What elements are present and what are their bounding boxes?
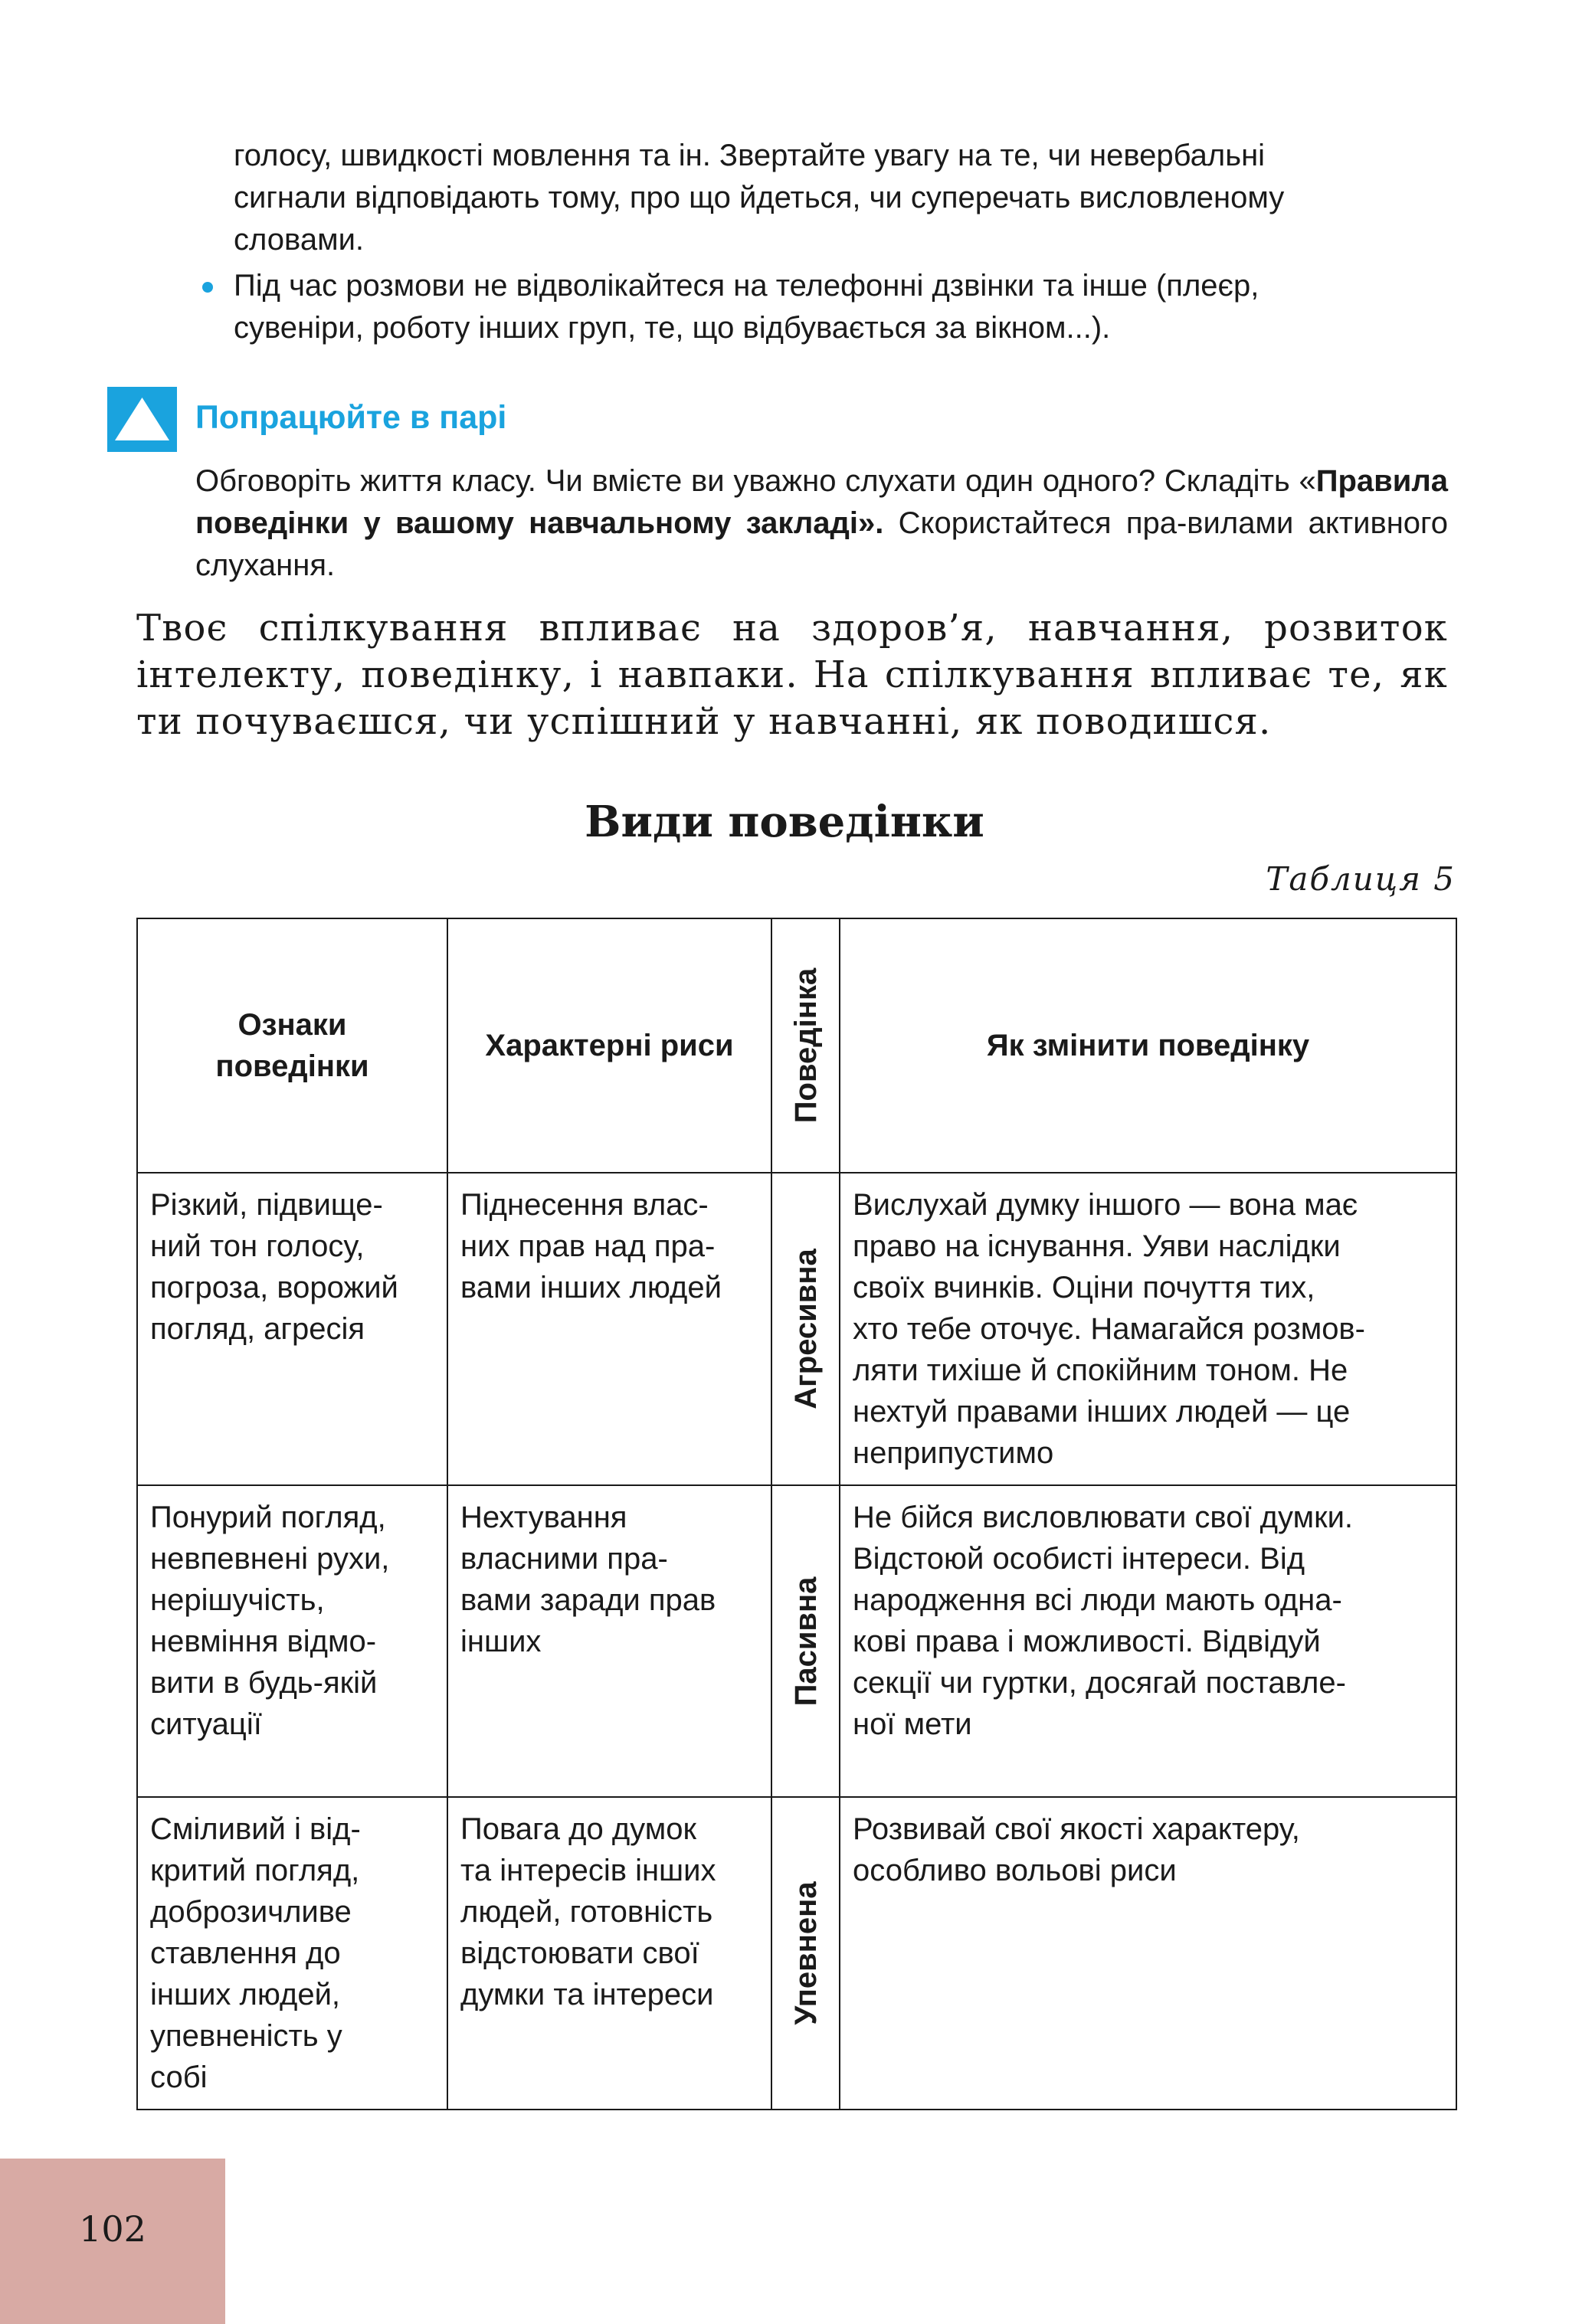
row-behavior-cell bbox=[771, 1797, 840, 2110]
behavior-table bbox=[136, 918, 1457, 2110]
header-change-label: Як змінити поведінку bbox=[986, 1029, 1310, 1062]
table-row bbox=[137, 1485, 1456, 1797]
row-traits-cell bbox=[447, 1797, 771, 2110]
pair-work-text bbox=[195, 460, 1448, 587]
header-traits-label: Характерні риси bbox=[485, 1029, 734, 1062]
pair-work-heading: Попрацюйте в парі bbox=[195, 399, 507, 436]
pair-work-text-bold: Правила поведінки у вашому навчальному закладі». bbox=[195, 464, 1448, 540]
row-signs-cell bbox=[137, 1485, 447, 1797]
row-behavior-label: Пасивна bbox=[788, 1576, 823, 1706]
continuation-paragraph: голосу, швидкості мовлення та ін. Звертайте увагу на те, чи невербальні сигнали відповідають тому, про що йдеться, чи суперечать висловленому словами. bbox=[234, 139, 1285, 257]
row-change-text: Розвивай свої якості характеру, особливо вольові риси bbox=[853, 1812, 1300, 1887]
row-signs-cell bbox=[137, 1173, 447, 1485]
row-change-text: Не бійся висловлювати свої думки. Відстоюй особисті інтереси. Від народження всі люди мають одна- кові права і можливості. Відвідуй секції чи гуртки, досягай поставле- ної мети bbox=[853, 1501, 1354, 1741]
row-traits-text: Повага до думок та інтересів інших людей, готовність відстоювати свої думки та інтереси bbox=[460, 1812, 716, 2011]
row-behavior-cell bbox=[771, 1173, 840, 1485]
table-row bbox=[137, 1173, 1456, 1485]
header-traits bbox=[447, 918, 771, 1173]
pair-work-text-end: Скористайтеся пра-вилами активного слухання. bbox=[195, 506, 1449, 582]
row-change-cell bbox=[840, 1797, 1456, 2110]
table-title: Види поведінки bbox=[585, 797, 984, 847]
row-change-text: Вислухай думку іншого — вона має право на існування. Уяви наслідки своїх вчинків. Оціни почуття тих, хто тебе оточує. Намагайся розмов- ляти тихіше й спокійним тоном. Не нехтуй правами інших людей — це неприпустимо bbox=[853, 1188, 1366, 1470]
row-traits-text: Піднесення влас- них прав над пра- вами інших людей bbox=[460, 1188, 722, 1304]
row-signs-text: Сміливий і від- критий погляд, доброзичливе ставлення до інших людей, упевненість у собі bbox=[150, 1812, 361, 2094]
main-paragraph: Твоє спілкування впливає на здоров’я, навчання, розвиток інтелекту, поведінку, і навпаки. На спілкування впливає те, як ти почуваєшся, чи успішний у навчанні, як поводишся. bbox=[136, 607, 1448, 743]
bullet-text: Під час розмови не відволікайтеся на телефонні дзвінки та інше (плеєр, сувеніри, роботу інших груп, те, що відбувається за вікном...). bbox=[234, 269, 1259, 345]
page-number: 102 bbox=[79, 2208, 146, 2250]
table-number: Таблиця 5 bbox=[1266, 860, 1456, 898]
row-change-cell bbox=[840, 1485, 1456, 1797]
table-header-row bbox=[137, 918, 1456, 1173]
bullet-dot-icon bbox=[202, 282, 213, 293]
bullet-item bbox=[198, 265, 1448, 349]
row-behavior-cell bbox=[771, 1485, 840, 1797]
header-behavior-label: Поведінка bbox=[788, 967, 823, 1124]
triangle-icon bbox=[107, 387, 177, 452]
row-traits-cell bbox=[447, 1485, 771, 1797]
row-signs-text: Понурий погляд, невпевнені рухи, нерішучість, невміння відмо- вити в будь-якій ситуації bbox=[150, 1501, 390, 1741]
header-signs bbox=[137, 918, 447, 1173]
row-change-cell bbox=[840, 1173, 1456, 1485]
row-signs-text: Різкий, підвище- ний тон голосу, погроза, ворожий погляд, агресія bbox=[150, 1188, 398, 1346]
row-behavior-label: Агресивна bbox=[788, 1249, 823, 1409]
row-traits-text: Нехтування власними пра- вами заради прав інших bbox=[460, 1501, 716, 1658]
header-change bbox=[840, 918, 1456, 1173]
pair-work-text-start: Обговоріть життя класу. Чи вмієте ви уважно слухати один одного? Складіть « bbox=[195, 464, 1316, 498]
row-behavior-label: Упевнена bbox=[788, 1881, 823, 2025]
table-row bbox=[137, 1797, 1456, 2110]
header-signs-label: Ознаки поведінки bbox=[215, 1008, 369, 1083]
row-signs-cell bbox=[137, 1797, 447, 2110]
header-behavior bbox=[771, 918, 840, 1173]
row-traits-cell bbox=[447, 1173, 771, 1485]
